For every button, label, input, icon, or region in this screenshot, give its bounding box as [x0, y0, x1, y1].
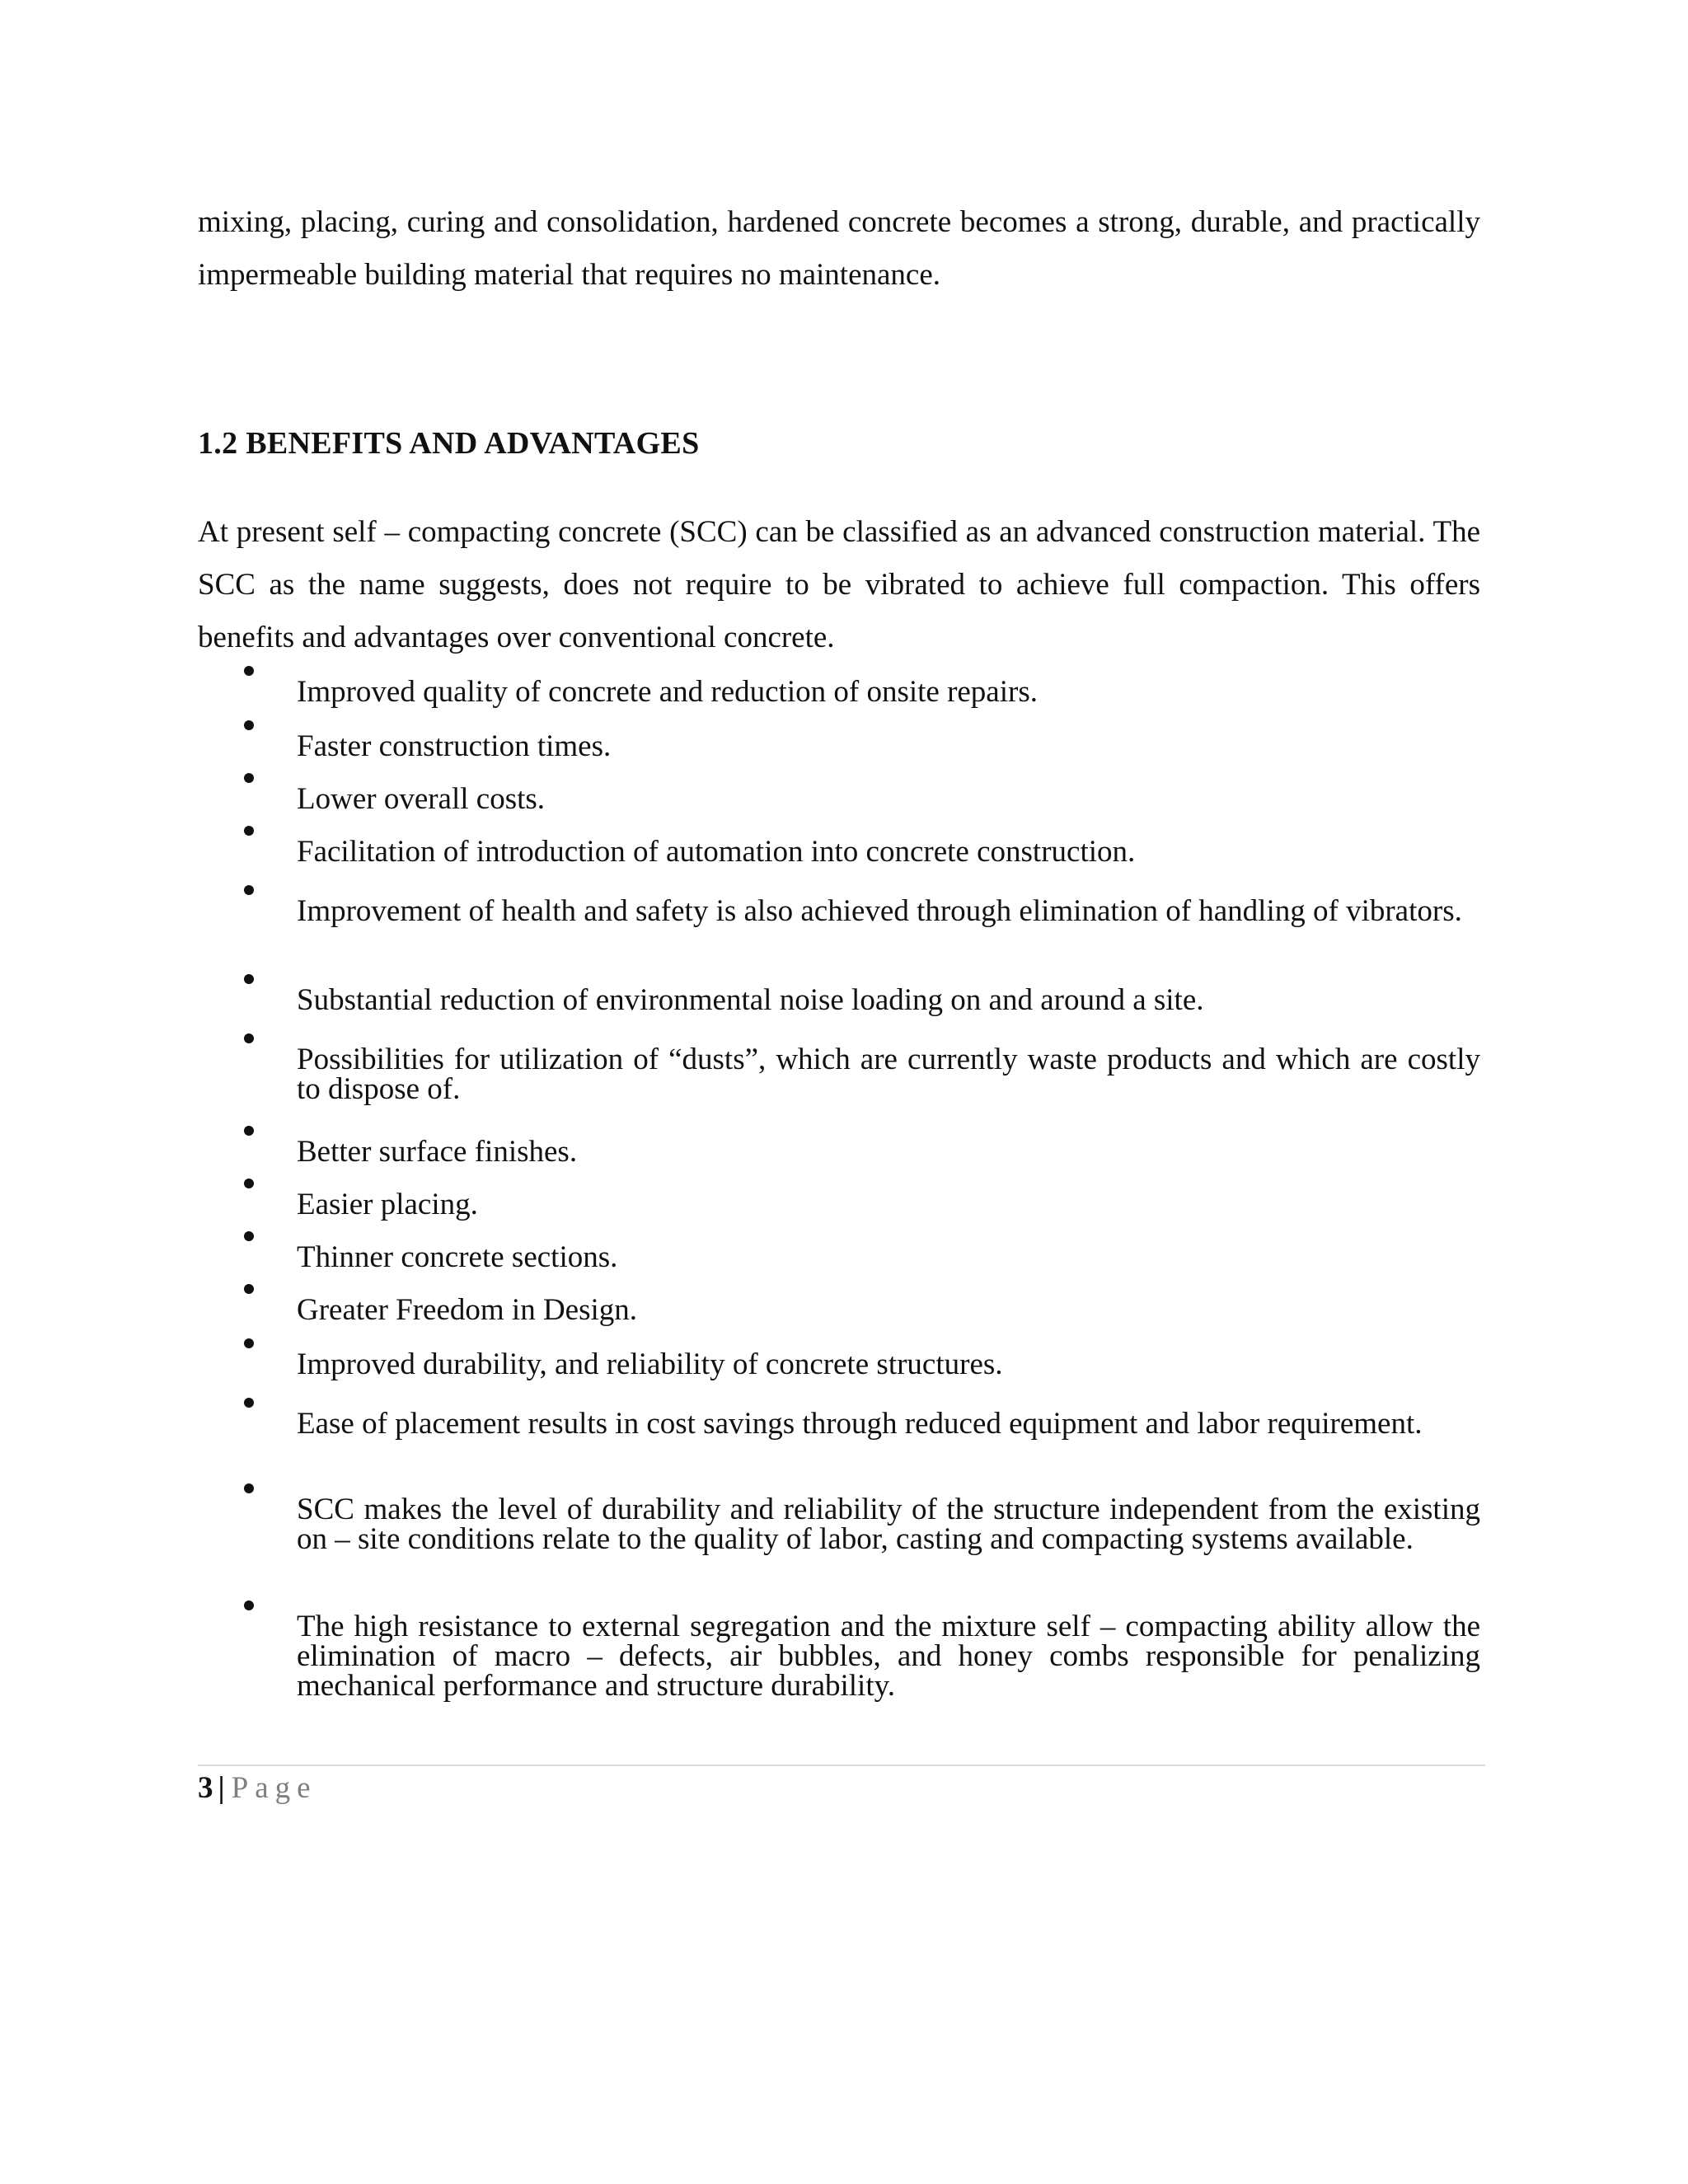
bullet-icon — [244, 1284, 254, 1294]
page-footer — [198, 1769, 317, 1808]
bullet-icon — [244, 1601, 254, 1610]
continuation-paragraph: mixing, placing, curing and consolidation, hardened concrete becomes a strong, durable, and practically impermeable building material that requires no maintenance. — [198, 205, 1480, 292]
list-item-text: The high resistance to external segregation and the mixture self – compacting ability allow the elimination of macro – defects, air bubbles, and honey combs responsible for penalizing mechanical performance and structure durability. — [297, 1610, 1480, 1703]
bullet-icon — [244, 773, 254, 783]
list-item-text: Faster construction times. — [297, 729, 612, 763]
bullet-icon — [244, 1179, 254, 1188]
page-label: Page — [231, 1771, 317, 1805]
list-item-text: Facilitation of introduction of automation into concrete construction. — [297, 835, 1136, 869]
footer-divider — [198, 1765, 1485, 1766]
list-item-text: Better surface finishes. — [297, 1135, 578, 1169]
bullet-icon — [244, 1231, 254, 1241]
bullet-icon — [244, 720, 254, 730]
list-item-text: Improved quality of concrete and reduction of onsite repairs. — [297, 675, 1038, 709]
bullet-icon — [244, 974, 254, 984]
list-item-text: Easier placing. — [297, 1188, 478, 1221]
list-item-text: Thinner concrete sections. — [297, 1240, 618, 1274]
list-item-text: Possibilities for utilization of “dusts”, which are currently waste products and which are costly to dispose of. — [297, 1043, 1480, 1106]
section-heading: 1.2 BENEFITS AND ADVANTAGES — [198, 426, 700, 461]
bullet-icon — [244, 1483, 254, 1493]
footer-separator: | — [218, 1771, 225, 1805]
bullet-icon — [244, 1398, 254, 1408]
bullet-icon — [244, 885, 254, 895]
list-item-text: Ease of placement results in cost savings through reduced equipment and labor requirement. — [297, 1407, 1423, 1441]
intro-paragraph: At present self – compacting concrete (SCC) can be classified as an advanced construction material. The SCC as the name suggests, does not require to be vibrated to achieve full compaction. This offers benefits and advantages over conventional concrete. — [198, 515, 1480, 654]
bullet-icon — [244, 826, 254, 836]
bullet-icon — [244, 666, 254, 676]
bullet-icon — [244, 1126, 254, 1136]
list-item-text: Substantial reduction of environmental noise loading on and around a site. — [297, 983, 1204, 1017]
list-item-text: Improvement of health and safety is also achieved through elimination of handling of vibrators. — [297, 894, 1462, 928]
list-item-text: Improved durability, and reliability of concrete structures. — [297, 1347, 1003, 1381]
list-item-text: Greater Freedom in Design. — [297, 1293, 638, 1327]
bullet-icon — [244, 1033, 254, 1043]
list-item-text: SCC makes the level of durability and reliability of the structure independent from the existing on – site conditions relate to the quality of labor, casting and compacting systems available. — [297, 1493, 1480, 1556]
list-item-text: Lower overall costs. — [297, 782, 546, 816]
bullet-icon — [244, 1338, 254, 1348]
page-number: 3 — [198, 1771, 213, 1805]
